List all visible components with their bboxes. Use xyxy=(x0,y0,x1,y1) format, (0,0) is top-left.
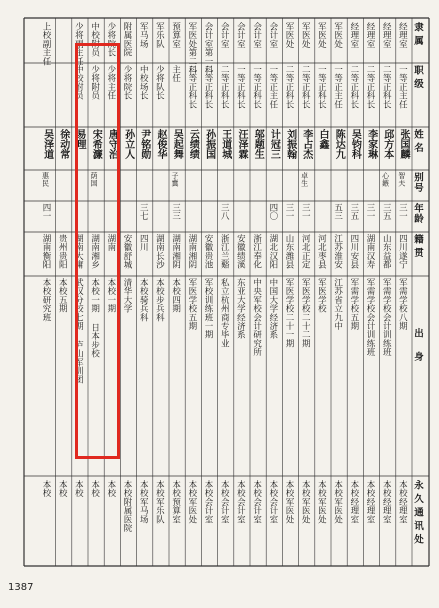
cell-native-place: 山东益都 xyxy=(381,234,392,269)
cell-address: 本校会计室 xyxy=(219,480,230,524)
cell-unit: 附属医院 xyxy=(122,22,133,57)
cell-origin: 军需学校会计训练班 xyxy=(365,278,376,357)
cell-alias: 心鏃 xyxy=(381,172,390,187)
cell-address: 本校军医处 xyxy=(284,480,295,524)
cell-native-place: 贵州贵阳 xyxy=(57,234,68,269)
cell-origin: 武汉分校七期 庐山军训团 xyxy=(73,278,84,384)
highlight-box xyxy=(75,43,120,459)
cell-origin: 军校训练班一期 xyxy=(203,278,214,339)
cell-address: 本校附属医院 xyxy=(122,480,133,533)
cell-unit: 军医处 xyxy=(316,22,327,49)
cell-unit: 预算室 xyxy=(170,22,181,49)
header-alias: 别号 xyxy=(411,172,423,193)
cell-native-place: 湖南衡阳 xyxy=(41,234,52,269)
cell-address: 本校 xyxy=(41,480,52,498)
cell-name: 吴钧科 xyxy=(349,129,361,160)
cell-position: 少将主任 xyxy=(105,65,116,100)
cell-name: 吴泽道 xyxy=(41,129,53,160)
cell-native-place: 四川安县 xyxy=(348,234,359,269)
cell-unit: 军医处 xyxy=(284,22,295,49)
cell-position: 主任 xyxy=(170,65,181,83)
cell-age: 三一 xyxy=(397,203,408,221)
cell-address: 本校会计室 xyxy=(235,480,246,524)
cell-unit: 军医处 xyxy=(332,22,343,49)
cell-address: 本校预算室 xyxy=(170,480,181,524)
cell-native-place: 湖南湘乡 xyxy=(89,234,100,269)
cell-origin: 军需学校会计训练班 xyxy=(381,278,392,357)
cell-age: 三五 xyxy=(348,203,359,221)
cell-native-place: 湖南湘阴 xyxy=(170,234,181,269)
cell-name: 宋希濂 xyxy=(90,129,102,160)
header-address: 永久通讯处 xyxy=(411,480,423,548)
cell-age: 四〇 xyxy=(267,203,278,221)
cell-origin: 东亚大学经济系 xyxy=(235,278,246,339)
cell-name: 邬题生 xyxy=(252,129,264,160)
cell-address: 本校会计室 xyxy=(251,480,262,524)
cell-origin: 军医学校二十二期 xyxy=(300,278,311,348)
cell-position: 二等正科长 xyxy=(348,65,359,109)
cell-age: 三一 xyxy=(284,203,295,221)
cell-address: 本校经理室 xyxy=(397,480,408,524)
cell-native-place: 江苏淮安 xyxy=(332,234,343,269)
cell-position: 一等正主任 xyxy=(332,65,343,109)
cell-age: 五三 xyxy=(332,203,343,221)
cell-name: 云绩绩 xyxy=(187,129,199,160)
cell-native-place: 四川遂宁 xyxy=(397,234,408,269)
cell-native-place: 浙江兰谿 xyxy=(219,234,230,269)
cell-alias: 卓生 xyxy=(300,172,309,187)
cell-age: 三一 xyxy=(365,203,376,221)
cell-position: 二等正科长 xyxy=(284,65,295,109)
cell-origin: 军需学校五期 xyxy=(348,278,359,331)
header-position: 职级 xyxy=(411,65,423,92)
page-number: 1387 xyxy=(8,582,34,593)
cell-position: 少将附员 xyxy=(89,65,100,100)
cell-origin: 本校一期 日本步校 xyxy=(89,278,100,358)
cell-native-place: 四川 xyxy=(138,234,149,252)
cell-native-place: 安徽绩溪 xyxy=(235,234,246,269)
cell-origin: 军医学校二十一期 xyxy=(284,278,295,348)
cell-unit: 经理室 xyxy=(365,22,376,49)
cell-age: 三五 xyxy=(381,203,392,221)
cell-unit: 少将院长 xyxy=(105,22,116,57)
cell-name: 刘振翰 xyxy=(284,129,296,160)
cell-unit: 军乐队 xyxy=(154,22,165,49)
cell-alias: 惠民 xyxy=(41,172,50,187)
header-native-place: 籍贯 xyxy=(411,234,423,261)
cell-unit: 会计室 xyxy=(235,22,246,49)
cell-position: 二等正科长 xyxy=(381,65,392,109)
cell-address: 本校军马场 xyxy=(138,480,149,524)
cell-name: 尹铭勋 xyxy=(138,129,150,160)
cell-origin: 本校五期 xyxy=(57,278,68,313)
cell-address: 本校 xyxy=(89,480,100,498)
cell-position: 一等正主任 xyxy=(397,65,408,109)
cell-origin: 军医学校五期 xyxy=(186,278,197,331)
cell-native-place: 山东潍县 xyxy=(284,234,295,269)
cell-position: 二等正科长 xyxy=(365,65,376,109)
cell-address: 本校 xyxy=(105,480,116,498)
header-age: 年龄 xyxy=(411,203,423,224)
cell-address: 本校会计室 xyxy=(267,480,278,524)
cell-position: 二等正科长 xyxy=(186,65,197,109)
cell-origin: 本校一期 xyxy=(105,278,116,313)
cell-age: 四一 xyxy=(41,203,52,221)
cell-native-place: 湖南 xyxy=(105,234,116,252)
cell-address: 本校经理室 xyxy=(348,480,359,524)
cell-native-place: 安徽贵池 xyxy=(203,234,214,269)
cell-name: 汪泽霖 xyxy=(236,129,247,160)
cell-age: 三八 xyxy=(219,203,230,221)
cell-name: 张国麟 xyxy=(398,129,409,160)
cell-position: 中校场长 xyxy=(138,65,149,100)
header-unit: 隶属 xyxy=(411,22,423,49)
cell-address: 本校经理室 xyxy=(365,480,376,524)
cell-unit: 军医处第二科 xyxy=(186,22,197,75)
cell-origin: 本校骑兵科 xyxy=(138,278,149,322)
cell-origin: 中央军校会计研究所 xyxy=(251,278,262,357)
cell-alias: 智夫 xyxy=(397,172,406,187)
cell-address: 本校军医处 xyxy=(300,480,311,524)
cell-native-place: 河北枣县 xyxy=(316,234,327,269)
cell-name: 李占杰 xyxy=(300,129,312,160)
header-origin: 出身 xyxy=(411,328,423,375)
cell-name: 赵俊华 xyxy=(155,129,166,160)
cell-address: 本校军医处 xyxy=(316,480,327,524)
cell-name: 孙振国 xyxy=(203,129,215,160)
cell-origin: 江苏省立九中 xyxy=(332,278,343,331)
header-name: 姓名 xyxy=(411,129,423,156)
cell-position: 一等正科长 xyxy=(251,65,262,109)
cell-origin: 清华大学 xyxy=(122,278,133,313)
cell-name: 孙立人 xyxy=(122,129,134,160)
cell-native-place: 河北正定 xyxy=(300,234,311,269)
cell-name: 计冠三 xyxy=(268,129,280,160)
cell-position: 一等正科长 xyxy=(235,65,246,109)
cell-position: 中校附员 xyxy=(73,65,84,100)
cell-name: 唐守治 xyxy=(106,129,118,160)
cell-name: 陈达九 xyxy=(333,129,345,160)
cell-unit: 上校副主任 xyxy=(41,22,52,66)
cell-origin: 本校步兵科 xyxy=(154,278,165,322)
cell-name: 徐动常 xyxy=(57,129,69,160)
cell-position: 二等正科长 xyxy=(219,65,230,109)
cell-native-place: 湖南长沙 xyxy=(154,234,165,269)
cell-name: 邱方本 xyxy=(381,129,393,160)
cell-origin: 本校研究班 xyxy=(41,278,52,322)
cell-address: 本校军乐队 xyxy=(154,480,165,524)
cell-unit: 经理室 xyxy=(397,22,408,49)
cell-address: 本校军医处 xyxy=(332,480,343,524)
cell-position: 二等正科长 xyxy=(203,65,214,109)
cell-unit: 会计室 xyxy=(251,22,262,49)
cell-unit: 经理室 xyxy=(348,22,359,49)
cell-age: 三一 xyxy=(300,203,311,221)
cell-origin: 中国大学经济系 xyxy=(267,278,278,339)
cell-origin: 军需学校八期 xyxy=(397,278,408,331)
cell-position: 一等正科长 xyxy=(316,65,327,109)
cell-unit: 中校附员 xyxy=(89,22,100,57)
cell-native-place: 湖南汉寿 xyxy=(365,234,376,269)
cell-native-place: 湖南大庸 xyxy=(73,234,84,269)
cell-address: 本校 xyxy=(57,480,68,498)
cell-address: 本校经理室 xyxy=(381,480,392,524)
cell-unit: 会计室 xyxy=(267,22,278,49)
cell-position: 二等正科长 xyxy=(300,65,311,109)
cell-alias: 荫国 xyxy=(90,172,99,187)
cell-native-place: 安徽舒城 xyxy=(122,234,133,269)
cell-address: 本校会计室 xyxy=(203,480,214,524)
cell-position: 少将队长 xyxy=(154,65,165,100)
cell-origin: 军医学校 xyxy=(316,278,327,313)
cell-origin: 私立杭州商专毕业 xyxy=(219,278,230,348)
cell-name: 李家琳 xyxy=(365,129,377,160)
cell-position: 一等正主任 xyxy=(267,65,278,109)
cell-native-place: 浙江奉化 xyxy=(251,234,262,269)
cell-address: 本校 xyxy=(73,480,84,498)
cell-name: 吴起舞 xyxy=(171,129,183,160)
cell-unit: 会计室第一科 xyxy=(203,22,214,75)
cell-origin: 本校四期 xyxy=(170,278,181,313)
cell-position: 少将院长 xyxy=(122,65,133,100)
cell-alias: 子冀 xyxy=(171,172,180,187)
cell-native-place: 湖南湘阴 xyxy=(186,234,197,269)
cell-age: 三七 xyxy=(138,203,149,221)
cell-unit: 军医处 xyxy=(300,22,311,49)
cell-name: 白鑫 xyxy=(317,129,328,150)
cell-unit: 少将副主任 xyxy=(73,22,84,66)
cell-native-place: 湖北汉阳 xyxy=(267,234,278,269)
cell-name: 易理 xyxy=(74,129,85,150)
cell-name: 王道城 xyxy=(219,129,231,160)
cell-age: 三三 xyxy=(170,203,181,221)
cell-unit: 军马场 xyxy=(138,22,149,49)
cell-address: 本校军医处 xyxy=(186,480,197,524)
cell-unit: 会计室 xyxy=(219,22,230,49)
cell-unit: 经理室 xyxy=(381,22,392,49)
